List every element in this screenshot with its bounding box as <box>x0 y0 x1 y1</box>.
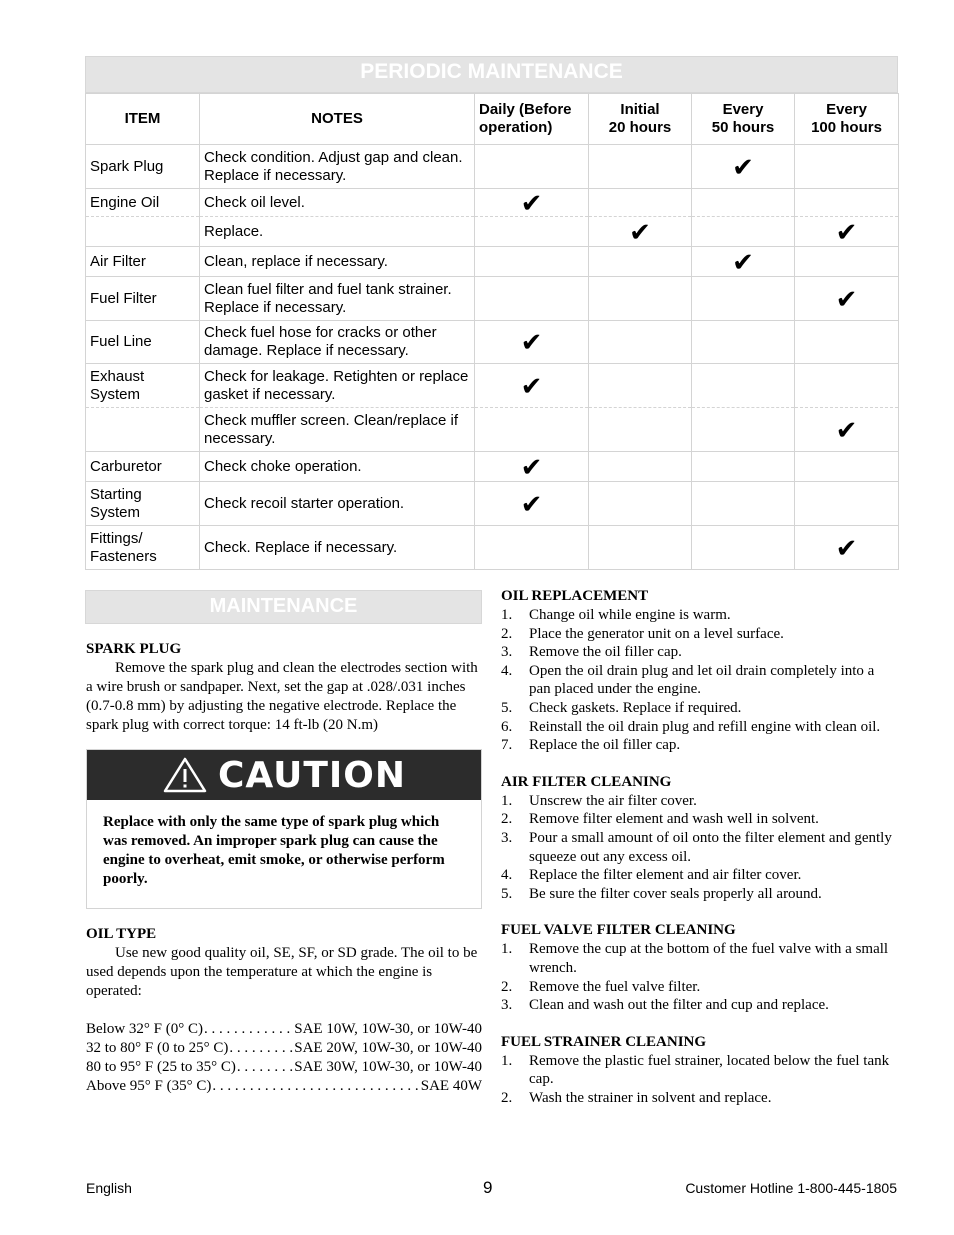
table-row <box>86 189 899 217</box>
step-number: 5. <box>501 885 513 902</box>
table-row <box>86 408 899 452</box>
item-cell: Fuel Line <box>86 321 200 364</box>
notes-cell: Check oil level. <box>200 189 475 217</box>
page-number: 9 <box>483 1178 493 1197</box>
header-every-50: Every 50 hours <box>692 94 795 145</box>
interval-cell <box>475 145 589 189</box>
list-item <box>501 699 897 718</box>
check-mark-icon: ✔ <box>520 370 543 401</box>
dot-leader <box>229 1039 293 1058</box>
procedure-steps <box>501 940 897 1014</box>
maintenance-title: MAINTENANCE <box>85 590 482 624</box>
oil-temp-range: 32 to 80° F (0 to 25° C) <box>86 1040 229 1056</box>
dot-leader <box>237 1058 293 1077</box>
interval-cell <box>589 364 692 408</box>
step-number: 2. <box>501 625 513 642</box>
interval-cell <box>475 277 589 321</box>
oil-grade: SAE 20W, 10W-30, or 10W-40 <box>294 1040 482 1056</box>
list-item <box>501 606 897 625</box>
item-cell: Exhaust System <box>86 364 200 408</box>
interval-cell <box>692 145 795 189</box>
step-text: Wash the strainer in solvent and replace. <box>529 1089 772 1106</box>
check-mark-icon: ✔ <box>520 327 543 357</box>
list-item <box>501 1089 897 1108</box>
notes-cell: Clean fuel filter and fuel tank strainer. Replace if necessary. <box>200 277 475 321</box>
table-row <box>86 247 899 277</box>
step-number: 1. <box>501 1052 513 1069</box>
table-row <box>86 526 899 570</box>
interval-cell <box>475 247 589 277</box>
step-number: 7. <box>501 737 513 754</box>
interval-cell <box>692 482 795 526</box>
interval-cell <box>589 145 692 189</box>
notes-cell: Check. Replace if necessary. <box>200 526 475 570</box>
table-row <box>86 217 899 247</box>
procedure-heading: FUEL STRAINER CLEANING <box>501 1033 707 1050</box>
step-number: 5. <box>501 699 513 716</box>
caution-word: CAUTION <box>217 754 407 796</box>
interval-cell <box>475 364 589 408</box>
list-item <box>501 1052 897 1089</box>
interval-cell <box>475 217 589 247</box>
list-item <box>501 940 897 977</box>
notes-cell: Check muffler screen. Clean/replace if necessary. <box>200 408 475 452</box>
interval-cell <box>795 277 899 321</box>
step-text: Open the oil drain plug and let oil drain completely into a pan placed under the engine. <box>529 662 875 698</box>
interval-cell <box>589 452 692 482</box>
notes-cell: Check condition. Adjust gap and clean. Replace if necessary. <box>200 145 475 189</box>
step-number: 6. <box>501 718 513 735</box>
item-cell: Fittings/ Fasteners <box>86 526 200 570</box>
oil-temp-row <box>86 1077 482 1096</box>
dot-leader <box>212 1077 419 1096</box>
oil-temp-range: 80 to 95° F (25 to 35° C) <box>86 1059 236 1075</box>
step-number: 1. <box>501 607 513 623</box>
table-row <box>86 145 899 189</box>
interval-cell <box>589 217 692 247</box>
interval-cell <box>692 247 795 277</box>
check-mark-icon: ✔ <box>520 187 543 218</box>
oil-temperature-table <box>86 1020 482 1096</box>
step-text: Pour a small amount of oil onto the filter element and gently squeeze out any excess oil. <box>529 829 892 865</box>
oil-grade: SAE 30W, 10W-30, or 10W-40 <box>294 1059 482 1075</box>
interval-cell <box>795 452 899 482</box>
dot-leader <box>204 1020 293 1039</box>
oil-temp-range: Below 32° F (0° C) <box>86 1021 203 1037</box>
oil-grade: SAE 10W, 10W-30, or 10W-40 <box>294 1021 482 1037</box>
interval-cell <box>795 364 899 408</box>
header-notes: NOTES <box>200 94 475 145</box>
check-mark-icon: ✔ <box>732 151 754 182</box>
step-number: 1. <box>501 941 513 958</box>
step-number: 4. <box>501 662 513 679</box>
item-cell: Air Filter <box>86 247 200 277</box>
item-cell: Fuel Filter <box>86 277 200 321</box>
step-text: Remove the fuel valve filter. <box>529 978 701 995</box>
step-text: Remove the cup at the bottom of the fuel valve with a small wrench. <box>529 941 889 976</box>
step-number: 4. <box>501 867 513 884</box>
check-mark-icon: ✔ <box>520 451 543 482</box>
interval-cell <box>475 452 589 482</box>
interval-cell <box>589 189 692 217</box>
item-cell: Spark Plug <box>86 145 200 189</box>
check-mark-icon: ✔ <box>732 246 754 277</box>
step-text: Remove the oil filler cap. <box>529 644 682 661</box>
oil-temp-row <box>86 1039 482 1058</box>
spark-plug-text: Remove the spark plug and clean the electrodes section with a wire brush or sandpaper. Next, set the gap at .028/.031 inches (0.7-0.8 mm) by adjusting the negative electrode. Replace the spark plug with correct torque: 14 ft-lb (20 N.m) <box>86 660 478 733</box>
list-item <box>501 736 897 755</box>
spark-plug-heading: SPARK PLUG <box>86 641 182 657</box>
step-number: 3. <box>501 644 513 661</box>
interval-cell <box>795 482 899 526</box>
header-item: ITEM <box>86 94 200 145</box>
caution-box <box>86 749 482 909</box>
interval-cell <box>692 189 795 217</box>
interval-cell <box>692 321 795 364</box>
item-cell <box>86 408 200 452</box>
maintenance-left-column <box>86 590 482 1096</box>
list-item <box>501 866 897 885</box>
step-text: Replace the filter element and air filter cover. <box>529 867 802 884</box>
step-text: Remove filter element and wash well in solvent. <box>529 811 819 828</box>
check-mark-icon: ✔ <box>835 283 858 314</box>
notes-cell: Check choke operation. <box>200 452 475 482</box>
item-cell <box>86 217 200 247</box>
interval-cell <box>692 408 795 452</box>
table-row <box>86 452 899 482</box>
oil-type-text: Use new good quality oil, SE, SF, or SD grade. The oil to be used depends upon the temperature at which the engine is operated: <box>86 945 478 999</box>
oil-temp-row <box>86 1020 482 1039</box>
procedure-steps <box>501 606 897 755</box>
header-daily: Daily (Before operation) <box>475 94 589 145</box>
notes-cell: Check fuel hose for cracks or other damage. Replace if necessary. <box>200 321 475 364</box>
step-text: Check gaskets. Replace if required. <box>529 699 742 716</box>
step-text: Clean and wash out the filter and cup and replace. <box>529 997 829 1014</box>
periodic-maintenance-table <box>85 93 899 570</box>
interval-cell <box>795 408 899 452</box>
table-header-row <box>86 94 899 145</box>
procedure-heading: FUEL VALVE FILTER CLEANING <box>501 922 736 939</box>
interval-cell <box>475 189 589 217</box>
procedure-heading: OIL REPLACEMENT <box>501 588 649 604</box>
periodic-maintenance-title: PERIODIC MAINTENANCE <box>85 56 898 93</box>
step-text: Place the generator unit on a level surface. <box>529 625 784 642</box>
oil-grade: SAE 40W <box>420 1078 482 1094</box>
list-item <box>501 718 897 737</box>
check-mark-icon: ✔ <box>629 216 651 247</box>
item-cell: Starting System <box>86 482 200 526</box>
interval-cell <box>692 364 795 408</box>
notes-cell: Replace. <box>200 217 475 247</box>
check-mark-icon: ✔ <box>835 414 858 445</box>
warning-triangle-icon <box>162 756 208 794</box>
notes-cell: Clean, replace if necessary. <box>200 247 475 277</box>
interval-cell <box>475 408 589 452</box>
interval-cell <box>795 526 899 570</box>
interval-cell <box>795 217 899 247</box>
oil-type-heading: OIL TYPE <box>86 926 157 942</box>
footer-hotline: Customer Hotline 1-800-445-1805 <box>685 1180 897 1196</box>
interval-cell <box>692 277 795 321</box>
check-mark-icon: ✔ <box>835 532 858 563</box>
interval-cell <box>589 321 692 364</box>
interval-cell <box>475 321 589 364</box>
check-mark-icon: ✔ <box>520 488 543 519</box>
interval-cell <box>795 247 899 277</box>
procedure-steps <box>501 792 897 904</box>
interval-cell <box>589 482 692 526</box>
list-item <box>501 978 897 997</box>
header-initial-20: Initial 20 hours <box>589 94 692 145</box>
list-item <box>501 792 897 811</box>
header-every-100: Every 100 hours <box>795 94 899 145</box>
caution-header <box>87 750 481 800</box>
footer-language: English <box>86 1180 132 1196</box>
maintenance-right-column <box>501 587 897 1107</box>
step-text: Be sure the filter cover seals properly all around. <box>529 885 822 902</box>
list-item <box>501 625 897 644</box>
interval-cell <box>475 482 589 526</box>
notes-cell: Check recoil starter operation. <box>200 482 475 526</box>
item-cell: Engine Oil <box>86 189 200 217</box>
periodic-maintenance-section <box>85 56 898 570</box>
list-item <box>501 662 897 699</box>
notes-cell: Check for leakage. Retighten or replace gasket if necessary. <box>200 364 475 408</box>
step-number: 2. <box>501 978 513 995</box>
step-text: Unscrew the air filter cover. <box>529 792 697 809</box>
table-row <box>86 482 899 526</box>
interval-cell <box>589 526 692 570</box>
list-item <box>501 810 897 829</box>
step-number: 3. <box>501 997 513 1014</box>
caution-text: Replace with only the same type of spark plug which was removed. An improper spark plug can cause the engine to overheat, emit smoke, or otherwise perform poorly. <box>103 814 445 887</box>
interval-cell <box>589 408 692 452</box>
interval-cell <box>589 277 692 321</box>
table-row <box>86 277 899 321</box>
list-item <box>501 885 897 904</box>
step-number: 3. <box>501 829 513 846</box>
procedure-heading: AIR FILTER CLEANING <box>501 773 672 790</box>
interval-cell <box>692 217 795 247</box>
step-number: 1. <box>501 792 513 809</box>
check-mark-icon: ✔ <box>835 216 858 247</box>
step-text: Remove the plastic fuel strainer, located below the fuel tank cap. <box>529 1052 890 1088</box>
item-cell: Carburetor <box>86 452 200 482</box>
step-text: Change oil while engine is warm. <box>529 607 731 623</box>
oil-temp-range: Above 95° F (35° C) <box>86 1078 212 1094</box>
oil-temp-row <box>86 1058 482 1077</box>
step-number: 2. <box>501 1089 513 1106</box>
step-number: 2. <box>501 811 513 828</box>
interval-cell <box>795 321 899 364</box>
table-row <box>86 321 899 364</box>
list-item <box>501 996 897 1015</box>
step-text: Replace the oil filler cap. <box>529 737 681 754</box>
list-item <box>501 829 897 866</box>
interval-cell <box>795 145 899 189</box>
procedure-steps <box>501 1052 897 1108</box>
interval-cell <box>475 526 589 570</box>
interval-cell <box>692 452 795 482</box>
interval-cell <box>692 526 795 570</box>
interval-cell <box>589 247 692 277</box>
list-item <box>501 643 897 662</box>
step-text: Reinstall the oil drain plug and refill engine with clean oil. <box>529 718 881 735</box>
interval-cell <box>795 189 899 217</box>
table-row <box>86 364 899 408</box>
